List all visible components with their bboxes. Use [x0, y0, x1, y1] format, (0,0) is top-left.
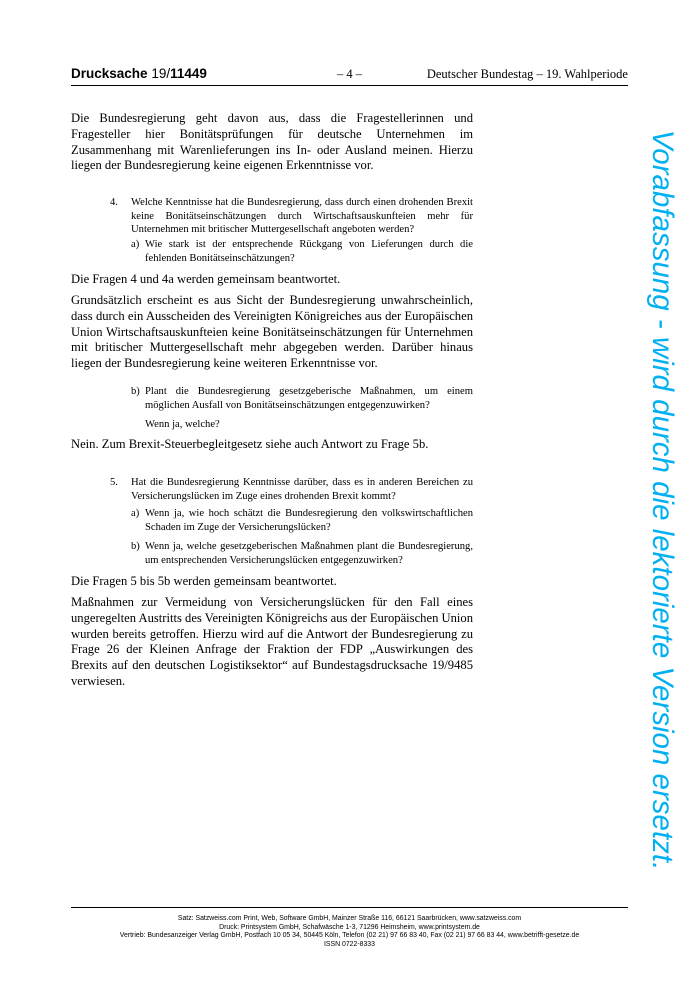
question-number: 4. — [110, 197, 118, 208]
paragraph-answer-5: Maßnahmen zur Vermeidung von Versicherungslücken für den Fall eines ungeregelten Austritts des Vereinigten Königreichs aus der Europäischen Union wurden bereits getroffen. Hierzu wird auf die Antwort der Bundesregierung zu Frage 26 der Kleinen Anfrage der Fraktion der FDP „Auswirkungen des Brexits auf den deutschen Logistiksektor“ auf Bundestagsdrucksache 19/9485 verwiesen. — [71, 595, 473, 688]
question-4a — [131, 238, 473, 265]
paragraph-answer-note-5: Die Fragen 5 bis 5b werden gemeinsam beantwortet. — [71, 574, 337, 588]
doc-number-prefix: 19/ — [151, 66, 171, 81]
question-4b-follow: Wenn ja, welche? — [145, 419, 220, 430]
question-4 — [110, 196, 473, 237]
footer-distribution: Vertrieb: Bundesanzeiger Verlag GmbH, Postfach 10 05 34, 50445 Köln, Telefon (02 21) 97 66 83 40, Fax (02 21) 97 66 83 44, www.betrifft-gesetze.de — [119, 932, 580, 940]
publisher: Deutscher Bundestag – 19. Wahlperiode — [426, 67, 628, 81]
question-5a — [131, 507, 473, 534]
paragraph-answer-note: Die Fragen 4 und 4a werden gemeinsam beantwortet. — [71, 272, 341, 286]
sub-label: a) — [131, 239, 140, 250]
question-text: Welche Kenntnisse hat die Bundesregierung, dass durch einen drohenden Brexit keine Bonitätseinschätzungen durch Wirtschaftsauskunfteien mehr für Unternehmen mit britischer Muttergesellschaft angeboten werden? — [131, 197, 473, 236]
footer-issn: ISSN 0722-8333 — [324, 940, 375, 948]
page-footer — [71, 915, 628, 949]
question-4b — [131, 385, 473, 412]
question-5 — [110, 476, 473, 503]
draft-watermark: Vorabfassung - wird durch die lektorierte Version ersetzt. — [646, 129, 679, 871]
question-text: Hat die Bundesregierung Kenntnisse darüber, dass es in anderen Bereichen zu Versicherungslücken im Zuge eines drohenden Brexit kommt? — [131, 477, 473, 502]
paragraph-intro: Die Bundesregierung geht davon aus, dass die Fragestellerinnen und Fragesteller hier Bonitätsprüfungen für deutsche Unternehmen im Zusammenhang mit Warenlieferungen ins In- oder Ausland meinen. Hierzu liegen der Bundesregierung keine eigenen Erkenntnisse vor. — [71, 111, 473, 173]
paragraph-answer-4b: Nein. Zum Brexit-Steuerbegleitgesetz siehe auch Antwort zu Frage 5b. — [71, 437, 429, 451]
footer-typesetting: Satz: Satzweiss.com Print, Web, Software GmbH, Mainzer Straße 116, 66121 Saarbrücken, www.satzweiss.com — [177, 915, 522, 922]
sub-label: b) — [131, 386, 140, 397]
sub-label: a) — [131, 508, 140, 519]
doc-number: 11449 — [170, 66, 207, 81]
paragraph-answer-4: Grundsätzlich erscheint es aus Sicht der Bundesregierung unwahrscheinlich, dass durch ein Ausscheiden des Vereinigten Königreiches aus der Europäischen Union Wirtschaftsauskunfteien keine Bonitätseinschätzungen für Unternehmen mit britischer Muttergesellschaft mehr abgegeben werden. Darüber hinaus liegen der Bundesregierung keine weiteren Erkenntnisse vor. — [71, 293, 473, 371]
question-text: Plant die Bundesregierung gesetzgeberische Maßnahmen, um einem möglichen Ausfall von Bonitätseinschätzungen entgegenzuwirken? — [145, 386, 473, 411]
page-header — [71, 65, 628, 86]
question-text: Wenn ja, wie hoch schätzt die Bundesregierung den volkswirtschaftlichen Schaden im Zuge der Versicherungslücken? — [145, 508, 473, 533]
page-number: – 4 – — [337, 67, 362, 81]
footer-divider — [71, 907, 628, 908]
sub-label: b) — [131, 541, 140, 552]
doc-label: Drucksache — [71, 66, 148, 81]
footer-printing: Druck: Printsystem GmbH, Schafwäsche 1-3, 71296 Heimsheim, www.printsystem.de — [219, 923, 480, 931]
question-5b — [131, 540, 473, 567]
question-text: Wenn ja, welche gesetzgeberischen Maßnahmen plant die Bundesregierung, um entsprechenden Versicherungslücken entgegenzuwirken? — [145, 541, 473, 566]
question-number: 5. — [110, 477, 118, 488]
question-text: Wie stark ist der entsprechende Rückgang von Lieferungen durch die fehlenden Bonitätseinschätzungen? — [145, 239, 473, 264]
